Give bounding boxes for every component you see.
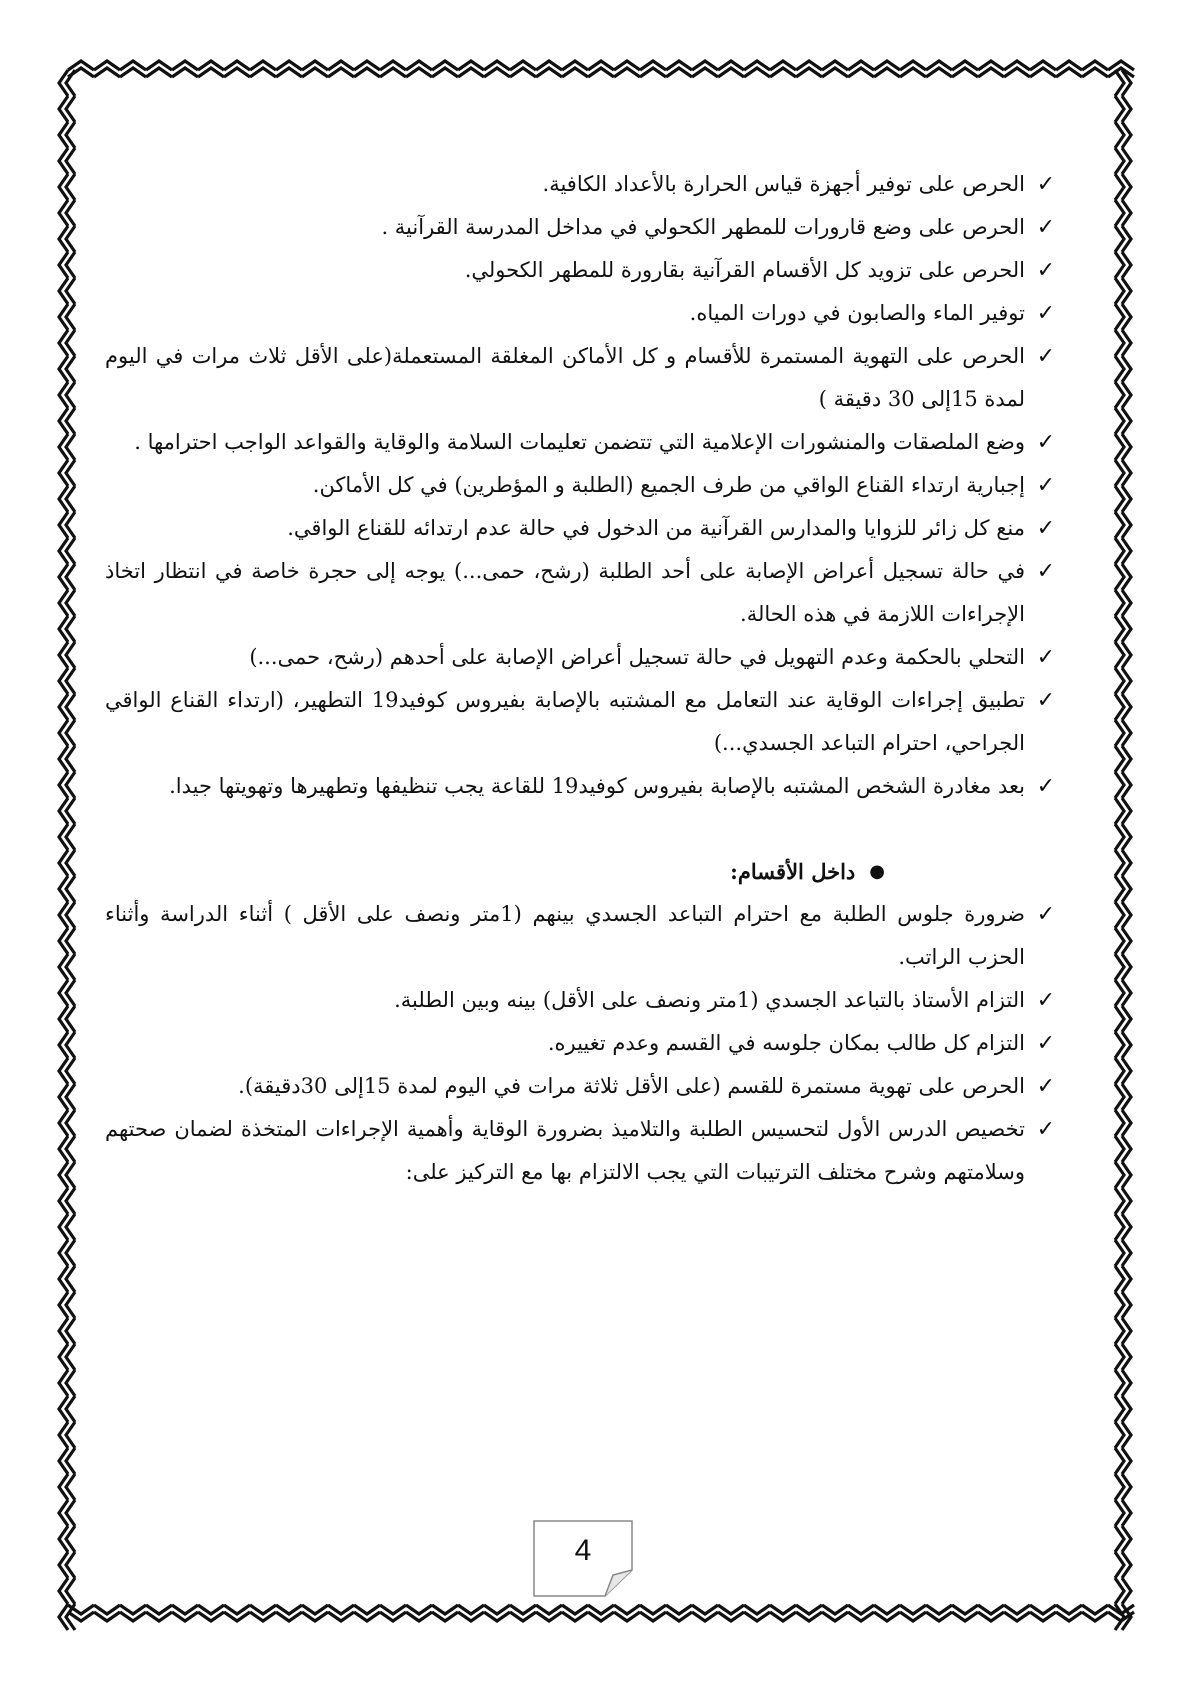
- list-item: [105, 163, 1055, 206]
- list-item: [105, 464, 1055, 507]
- section-heading: [105, 850, 1055, 893]
- list-item: [105, 765, 1055, 808]
- checkmark-icon: ✓: [1036, 215, 1055, 240]
- checkmark-icon: ✓: [1036, 902, 1055, 927]
- list-item-text: الحرص على تهوية مستمرة للقسم (على الأقل ثلاثة مرات في اليوم لمدة 15إلى 30دقيقة).: [238, 1074, 1025, 1098]
- checkmark-icon: ✓: [1036, 645, 1055, 670]
- bullet-icon: ●: [869, 861, 885, 882]
- checkmark-icon: ✓: [1036, 988, 1055, 1013]
- list-item-text: التزام الأستاذ بالتباعد الجسدي (1متر ونصف على الأقل) بينه وبين الطلبة.: [394, 988, 1025, 1012]
- list-item: [105, 679, 1055, 765]
- list-item: [105, 893, 1055, 979]
- page-number: 4: [574, 1534, 592, 1567]
- checkmark-icon: ✓: [1036, 301, 1055, 326]
- page-number-box: [533, 1520, 640, 1597]
- list-item-text: بعد مغادرة الشخص المشتبه بالإصابة بفيروس كوفيد19 للقاعة يجب تنظيفها وتطهيرها وتهويتها جيدا.: [169, 774, 1025, 798]
- checkmark-icon: ✓: [1036, 430, 1055, 455]
- list-item: [105, 206, 1055, 249]
- list-item: [105, 1022, 1055, 1065]
- checkmark-icon: ✓: [1036, 1031, 1055, 1056]
- checkmark-icon: ✓: [1036, 172, 1055, 197]
- checkmark-icon: ✓: [1036, 1074, 1055, 1099]
- list-item: [105, 335, 1055, 421]
- list-item-text: منع كل زائر للزوايا والمدارس القرآنية من الدخول في حالة عدم ارتدائه للقناع الواقي.: [287, 516, 1025, 540]
- list-item-text: الحرص على التهوية المستمرة للأقسام و كل الأماكن المغلقة المستعملة(على الأقل ثلاث مرات في اليوم لمدة 15إلى 30 دقيقة ): [105, 344, 1025, 411]
- list-item-text: التزام كل طالب بمكان جلوسه في القسم وعدم تغييره.: [547, 1031, 1025, 1055]
- list-item: [105, 1108, 1055, 1194]
- list-item-text: وضع الملصقات والمنشورات الإعلامية التي تتضمن تعليمات السلامة والوقاية والقواعد الواجب احترامها .: [134, 430, 1025, 454]
- list-item-text: الحرص على توفير أجهزة قياس الحرارة بالأعداد الكافية.: [542, 172, 1025, 196]
- list-item: [105, 507, 1055, 550]
- checkmark-icon: ✓: [1036, 1117, 1055, 1142]
- list-item: [105, 550, 1055, 636]
- list-item: [105, 636, 1055, 679]
- list-item-text: في حالة تسجيل أعراض الإصابة على أحد الطلبة (رشح، حمى...) يوجه إلى حجرة خاصة في انتظار اتخاذ الإجراءات اللازمة في هذه الحالة.: [105, 559, 1025, 626]
- checkmark-icon: ✓: [1036, 344, 1055, 369]
- classroom-guidelines-list: [105, 893, 1055, 1194]
- list-item: [105, 421, 1055, 464]
- checkmark-icon: ✓: [1036, 516, 1055, 541]
- guidelines-list: [105, 163, 1055, 808]
- list-item-text: ضرورة جلوس الطلبة مع احترام التباعد الجسدي بينهم (1متر ونصف على الأقل ) أثناء الدراسة وأثناء الحزب الراتب.: [105, 902, 1025, 969]
- list-item-text: الحرص على تزويد كل الأقسام القرآنية بقارورة للمطهر الكحولي.: [464, 258, 1025, 282]
- list-item: [105, 292, 1055, 335]
- checkmark-icon: ✓: [1036, 258, 1055, 283]
- checkmark-icon: ✓: [1036, 559, 1055, 584]
- list-item-text: تخصيص الدرس الأول لتحسيس الطلبة والتلاميذ بضرورة الوقاية وأهمية الإجراءات المتخذة لضمان صحتهم وسلامتهم وشرح مختلف الترتيبات التي يجب الالتزام بها مع التركيز على:: [105, 1117, 1025, 1184]
- checkmark-icon: ✓: [1036, 688, 1055, 713]
- list-item-text: تطبيق إجراءات الوقاية عند التعامل مع المشتبه بالإصابة بفيروس كوفيد19 التطهير، (ارتداء القناع الواقي الجراحي، احترام التباعد الجسدي...): [105, 688, 1025, 755]
- page-content: [105, 163, 1055, 1194]
- list-item-text: توفير الماء والصابون في دورات المياه.: [689, 301, 1025, 325]
- list-item-text: التحلي بالحكمة وعدم التهويل في حالة تسجيل أعراض الإصابة على أحدهم (رشح، حمى...): [249, 645, 1025, 669]
- list-item: [105, 1065, 1055, 1108]
- list-item-text: الحرص على وضع قارورات للمطهر الكحولي في مداخل المدرسة القرآنية .: [381, 215, 1025, 239]
- list-item: [105, 979, 1055, 1022]
- list-item: [105, 249, 1055, 292]
- checkmark-icon: ✓: [1036, 774, 1055, 799]
- checkmark-icon: ✓: [1036, 473, 1055, 498]
- section-title: داخل الأقسام:: [730, 859, 856, 884]
- list-item-text: إجبارية ارتداء القناع الواقي من طرف الجميع (الطلبة و المؤطرين) في كل الأماكن.: [312, 473, 1025, 497]
